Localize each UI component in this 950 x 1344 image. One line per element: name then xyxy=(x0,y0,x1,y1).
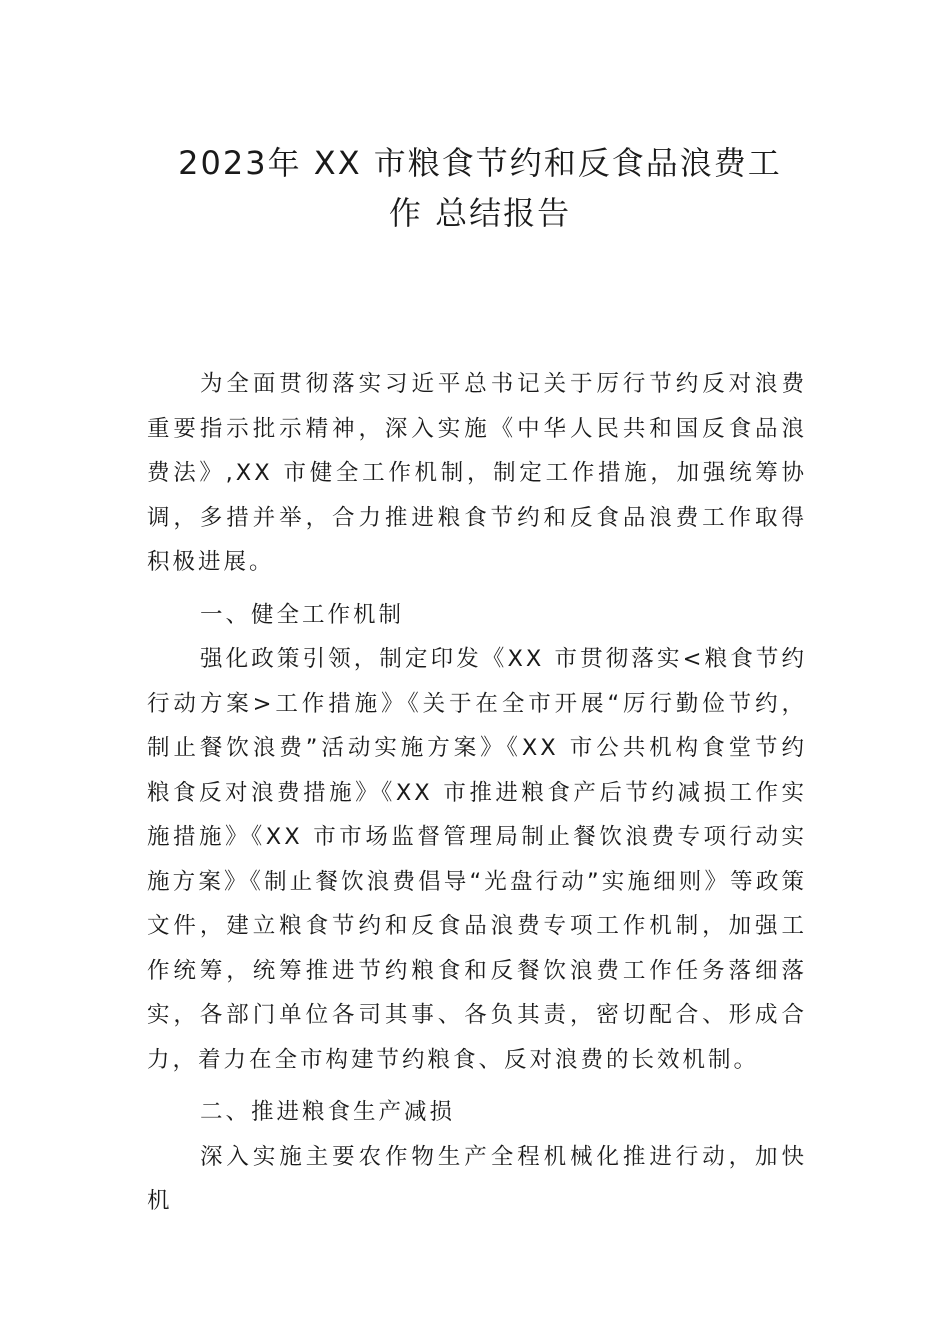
section-heading-2: 二、推进粮食生产减损 xyxy=(200,1099,456,1125)
title-line-2: 作 总结报告 xyxy=(388,194,572,232)
document-body xyxy=(147,362,807,1224)
title-line-1: 2023年 XX 市粮食节约和反食品浪费工 xyxy=(178,144,782,182)
document-title xyxy=(140,138,820,238)
section-heading-1: 一、健全工作机制 xyxy=(200,601,405,628)
section-2-paragraph: 深入实施主要农作物生产全程机械化推进行动，加快机 xyxy=(147,1143,807,1214)
section-1-paragraph: 强化政策引领，制定印发《XX 市贯彻落实<粮食节约行动方案>工作措施》《关于在全市开展“厉行勤俭节约，制止餐饮浪费”活动实施方案》《XX 市公共机构食堂节约粮食反对浪费措施》《XX 市推进粮食产后节约减损工作实施措施》《XX 市市场监督管理局制止餐饮浪费专项行动实施方案》《制止餐饮浪费倡导“光盘行动”实施细则》等政策文件，建立粮食节约和反食品浪费专项工作机制，加强工作统筹，统筹推进节约粮食和反餐饮浪费工作任务落细落实，各部门单位各司其事、各负其责，密切配合、形成合力，着力在全市构建节约粮食、反对浪费的长效机制。 xyxy=(147,646,807,1073)
intro-paragraph: 为全面贯彻落实习近平总书记关于厉行节约反对浪费重要指示批示精神，深入实施《中华人民共和国反食品浪费法》,XX 市健全工作机制，制定工作措施，加强统筹协调，多措并举，合力推进粮食节约和反食品浪费工作取得积极进展。 xyxy=(147,371,807,575)
